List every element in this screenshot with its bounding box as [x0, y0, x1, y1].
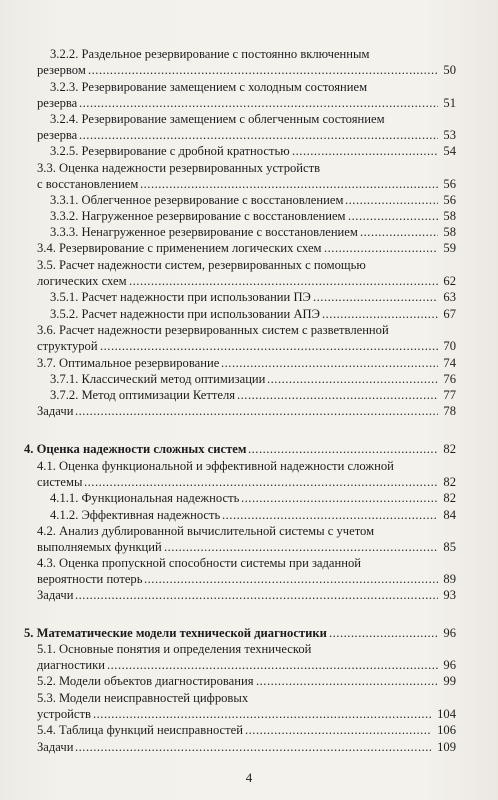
toc-entry-title-line: 4.1. Оценка функциональной и эффективной надежности сложной	[37, 459, 394, 473]
toc-page-number: 58	[443, 225, 456, 239]
toc-entry-title-line: 3.2.4. Резервирование замещением с облегченным состоянием	[50, 112, 385, 126]
toc-entry-title-line: 3.3.1. Облегченное резервирование с восстановлением	[50, 193, 344, 207]
toc-entry-title-line: 5.1. Основные понятия и определения технической	[37, 642, 312, 656]
toc-entry-title-line: логических схем	[37, 274, 127, 288]
toc-page-number: 50	[443, 63, 456, 77]
toc-entry-title-line: 3.5.2. Расчет надежности при использовании АПЭ	[50, 307, 320, 321]
toc-entry-title-line: резерва	[37, 96, 78, 110]
toc-page-number: 99	[443, 674, 456, 688]
dot-leader	[79, 95, 438, 111]
toc-entry-title-line: 3.2.2. Раздельное резервирование с постоянно включенным	[50, 47, 370, 61]
toc-entry-title-line: 5. Математические модели технической диагностики	[24, 626, 327, 640]
dot-leader	[75, 403, 438, 419]
toc-entry-title-line: 3.3.2. Нагруженное резервирование с восстановлением	[50, 209, 346, 223]
toc-page-number: 106	[437, 723, 456, 737]
toc-entry-title-line: 3.6. Расчет надежности резервированных систем с разветвленной	[37, 323, 389, 337]
dot-leader	[256, 673, 438, 689]
toc-entry-title-line: 3.4. Резервирование с применением логических схем	[37, 241, 322, 255]
toc-entry-title-line: 3.2.3. Резервирование замещением с холодным состоянием	[50, 80, 368, 94]
toc-entry-title-line: системы	[37, 475, 83, 489]
toc-page-number: 70	[443, 339, 456, 353]
toc-entry-title-line: 5.2. Модели объектов диагностирования	[37, 674, 254, 688]
toc-page-number: 76	[443, 372, 456, 386]
dot-leader	[144, 571, 438, 587]
toc-entry-title-line: 3.3. Оценка надежности резервированных устройств	[37, 161, 321, 175]
toc-page-number: 67	[443, 307, 456, 321]
toc-entry-title-line: 5.3. Модели неисправностей цифровых	[37, 691, 249, 705]
dot-leader	[245, 722, 431, 738]
toc-entry-title-line: резерва	[37, 128, 78, 142]
toc-entry-title-line: 3.3.3. Ненагруженное резервирование с восстановлением	[50, 225, 358, 239]
dot-leader	[222, 507, 438, 523]
toc-entry-title-line: Задачи	[37, 588, 74, 602]
toc-page-number: 93	[443, 588, 456, 602]
toc-page-number: 109	[437, 740, 456, 754]
dot-leader	[140, 176, 438, 192]
page-number: 4	[245, 770, 253, 785]
toc-entry-title-line: 3.5. Расчет надежности систем, резервированных с помощью	[37, 258, 366, 272]
toc-page-number: 82	[443, 442, 456, 456]
toc-page-number: 82	[443, 491, 456, 505]
toc-page-number: 84	[443, 508, 456, 522]
toc-page-number: 78	[443, 404, 456, 418]
toc-page-number: 53	[443, 128, 456, 142]
toc-entry-title-line: 5.4. Таблица функций неисправностей	[37, 723, 243, 737]
dot-leader	[129, 273, 438, 289]
toc-entry-title-line: устройств	[37, 707, 91, 721]
toc-page-number: 51	[443, 96, 456, 110]
toc-entry-title-line: структурой	[37, 339, 98, 353]
toc-page-number: 82	[443, 475, 456, 489]
toc-page-number: 104	[437, 707, 456, 721]
toc-entry-title-line: 3.7. Оптимальное резервирование	[37, 356, 220, 370]
toc-page-number: 54	[443, 144, 456, 158]
dot-leader	[84, 474, 438, 490]
toc-entry-title-line: 3.5.1. Расчет надежности при использовании ПЭ	[50, 290, 311, 304]
toc-entry-title-line: диагностики	[37, 658, 105, 672]
dot-leader	[221, 355, 438, 371]
dot-leader	[237, 387, 438, 403]
toc-entry-title-line: с восстановлением	[37, 177, 139, 191]
toc-page-number: 63	[443, 290, 456, 304]
dot-leader	[75, 739, 431, 755]
toc-entry-title-line: 4.1.1. Функциональная надежность	[50, 491, 240, 505]
dot-leader	[75, 587, 438, 603]
toc-entry-title-line: вероятности потерь	[37, 572, 143, 586]
dot-leader	[267, 371, 438, 387]
toc-page-number: 96	[443, 658, 456, 672]
toc-page-number: 62	[443, 274, 456, 288]
dot-leader	[241, 490, 438, 506]
toc-entry-title-line: выполняемых функций	[37, 540, 162, 554]
toc-entry-title-line: 3.7.1. Классический метод оптимизации	[50, 372, 266, 386]
dot-leader	[100, 338, 438, 354]
toc-page-number: 77	[443, 388, 456, 402]
toc-page-number: 56	[443, 177, 456, 191]
toc-page-number: 89	[443, 572, 456, 586]
toc-entry-title-line: Задачи	[37, 404, 74, 418]
toc-page-number: 74	[443, 356, 456, 370]
toc-page-number: 56	[443, 193, 456, 207]
dot-leader	[88, 62, 438, 78]
dot-leader	[164, 539, 438, 555]
toc-entry-title-line: 4.1.2. Эффективная надежность	[50, 508, 221, 522]
toc-page-number: 59	[443, 241, 456, 255]
toc-entry-title-line: 4. Оценка надежности сложных систем	[24, 442, 247, 456]
dot-leader	[93, 706, 431, 722]
dot-leader	[107, 657, 438, 673]
toc-page-number: 85	[443, 540, 456, 554]
toc-entry-title-line: 3.7.2. Метод оптимизации Кеттеля	[50, 388, 236, 402]
dot-leader	[79, 127, 438, 143]
toc-entry-title-line: 3.2.5. Резервирование с дробной кратностью	[50, 144, 290, 158]
toc-entry-title-line: Задачи	[37, 740, 74, 754]
toc-entry-title-line: резервом	[37, 63, 86, 77]
toc-page-number: 96	[443, 626, 456, 640]
toc-entry-title-line: 4.3. Оценка пропускной способности системы при заданной	[37, 556, 362, 570]
dot-leader	[248, 441, 438, 457]
toc-entry-title-line: 4.2. Анализ дублированной вычислительной системы с учетом	[37, 524, 375, 538]
toc-page-number: 58	[443, 209, 456, 223]
